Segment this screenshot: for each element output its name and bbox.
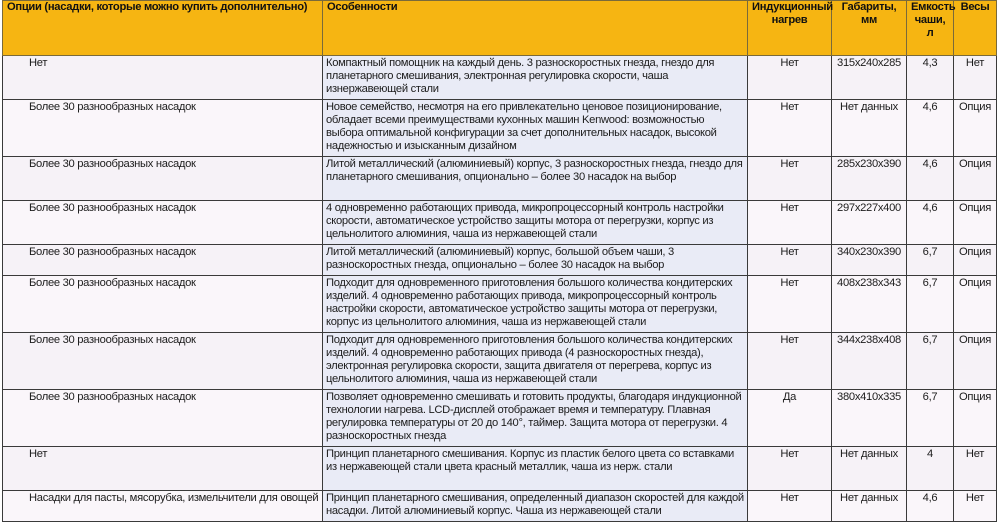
cell-capacity: 4,6 (907, 201, 954, 245)
table-row (3, 201, 997, 245)
cell-induction: Да (748, 390, 832, 447)
cell-dims: 408x238x343 (832, 276, 907, 333)
cell-options: Более 30 разнообразных насадок (3, 276, 323, 333)
header-capacity: Емкость чаши, л (907, 1, 954, 56)
cell-scales: Опция (954, 276, 997, 333)
table-body (3, 56, 997, 522)
cell-capacity: 6,7 (907, 245, 954, 276)
cell-features: Принцип планетарного смешивания. Корпус из пластик белого цвета со вставками из нержавеющей стали цвета красный металлик, чаша из нерж. стали (323, 447, 748, 491)
cell-dims: 297x227x400 (832, 201, 907, 245)
cell-options: Более 30 разнообразных насадок (3, 245, 323, 276)
header-scales: Весы (954, 1, 997, 56)
cell-scales: Опция (954, 245, 997, 276)
cell-induction: Нет (748, 157, 832, 201)
cell-options: Нет (3, 56, 323, 100)
header-induction: Индукционный нагрев (748, 1, 832, 56)
cell-features: Подходит для одновременного приготовления большого количества кондитерских изделий. 4 одновременно работающих привода, микропроцессорный контроль настройки скорости, автоматическое устройство защиты мотора от перегрузки, корпус из цельнолитого алюминия, чаша из нержавеющей стали (323, 276, 748, 333)
cell-features: 4 одновременно работающих привода, микропроцессорный контроль настройки скорости, автоматическое устройство защиты мотора от перегрузки, корпус из цельнолитого алюминия, чаша из нержавеющей стали (323, 201, 748, 245)
cell-dims: 315x240x285 (832, 56, 907, 100)
cell-options: Более 30 разнообразных насадок (3, 100, 323, 157)
cell-dims: Нет данных (832, 447, 907, 491)
cell-capacity: 6,7 (907, 276, 954, 333)
cell-capacity: 6,7 (907, 333, 954, 390)
cell-features: Подходит для одновременного приготовления большого количества кондитерских изделий. 4 одновременно работающих привода (4 разноскоростных гнезда), электронная регулировка скорости, защита двигателя от перегрева, корпус из цельнолитого алюминия, чаша из нержавеющей стали (323, 333, 748, 390)
table-row (3, 390, 997, 447)
cell-capacity: 6,7 (907, 390, 954, 447)
cell-options: Насадки для пасты, мясорубка, измельчители для овощей (3, 491, 323, 522)
cell-induction: Нет (748, 447, 832, 491)
cell-capacity: 4,6 (907, 157, 954, 201)
cell-induction: Нет (748, 491, 832, 522)
cell-options: Нет (3, 447, 323, 491)
cell-dims: 285x230x390 (832, 157, 907, 201)
cell-features: Принцип планетарного смешивания, определенный диапазон скоростей для каждой насадки. Литой алюминиевый корпус. Чаша из нержавеющей стали (323, 491, 748, 522)
cell-dims: 340x230x390 (832, 245, 907, 276)
cell-capacity: 4,6 (907, 491, 954, 522)
table-row (3, 245, 997, 276)
cell-scales: Опция (954, 201, 997, 245)
cell-options: Более 30 разнообразных насадок (3, 333, 323, 390)
cell-induction: Нет (748, 100, 832, 157)
table-row (3, 447, 997, 491)
table-row (3, 276, 997, 333)
cell-capacity: 4,6 (907, 100, 954, 157)
cell-scales: Нет (954, 491, 997, 522)
cell-features: Литой металлический (алюминиевый) корпус, большой объем чаши, 3 разноскоростных гнезда, опционально – более 30 насадок на выбор (323, 245, 748, 276)
cell-induction: Нет (748, 276, 832, 333)
table-row (3, 56, 997, 100)
cell-dims: 380x410x335 (832, 390, 907, 447)
cell-features: Позволяет одновременно смешивать и готовить продукты, благодаря индукционной технологии нагрева. LCD-дисплей отображает время и температуру. Плавная регулировка температуры от 20 до 140°, таймер. Защита мотора от перегрузки. 4 разноскоростных гнезда (323, 390, 748, 447)
cell-features: Компактный помощник на каждый день. 3 разноскоростных гнезда, гнездо для планетарного смешивания, электронная регулировка скорости, чаша изнержавеющей стали (323, 56, 748, 100)
table-row (3, 333, 997, 390)
cell-scales: Нет (954, 56, 997, 100)
cell-dims: Нет данных (832, 100, 907, 157)
cell-induction: Нет (748, 56, 832, 100)
cell-scales: Опция (954, 157, 997, 201)
table-row (3, 100, 997, 157)
cell-induction: Нет (748, 333, 832, 390)
table-row (3, 491, 997, 522)
cell-scales: Опция (954, 390, 997, 447)
cell-scales: Опция (954, 333, 997, 390)
cell-features: Новое семейство, несмотря на его привлекательно ценовое позиционирование, обладает всеми преимуществами кухонных машин Kenwood: возможностью выбора оптимальной конфигурации за счет дополнительных насадок, высокой надежностью и изысканным дизайном (323, 100, 748, 157)
header-features: Особенности (323, 1, 748, 56)
table-row (3, 157, 997, 201)
cell-dims: Нет данных (832, 491, 907, 522)
header-options: Опции (насадки, которые можно купить дополнительно) (3, 1, 323, 56)
header-dims: Габариты, мм (832, 1, 907, 56)
cell-features: Литой металлический (алюминиевый) корпус, 3 разноскоростных гнезда, гнездо для планетарного смешивания, опционально – более 30 насадок на выбор (323, 157, 748, 201)
cell-capacity: 4,3 (907, 56, 954, 100)
cell-options: Более 30 разнообразных насадок (3, 157, 323, 201)
header-row (3, 1, 997, 56)
cell-induction: Нет (748, 201, 832, 245)
comparison-table (2, 0, 997, 522)
cell-scales: Опция (954, 100, 997, 157)
cell-scales: Нет (954, 447, 997, 491)
cell-options: Более 30 разнообразных насадок (3, 390, 323, 447)
cell-dims: 344x238x408 (832, 333, 907, 390)
cell-capacity: 4 (907, 447, 954, 491)
cell-options: Более 30 разнообразных насадок (3, 201, 323, 245)
cell-induction: Нет (748, 245, 832, 276)
